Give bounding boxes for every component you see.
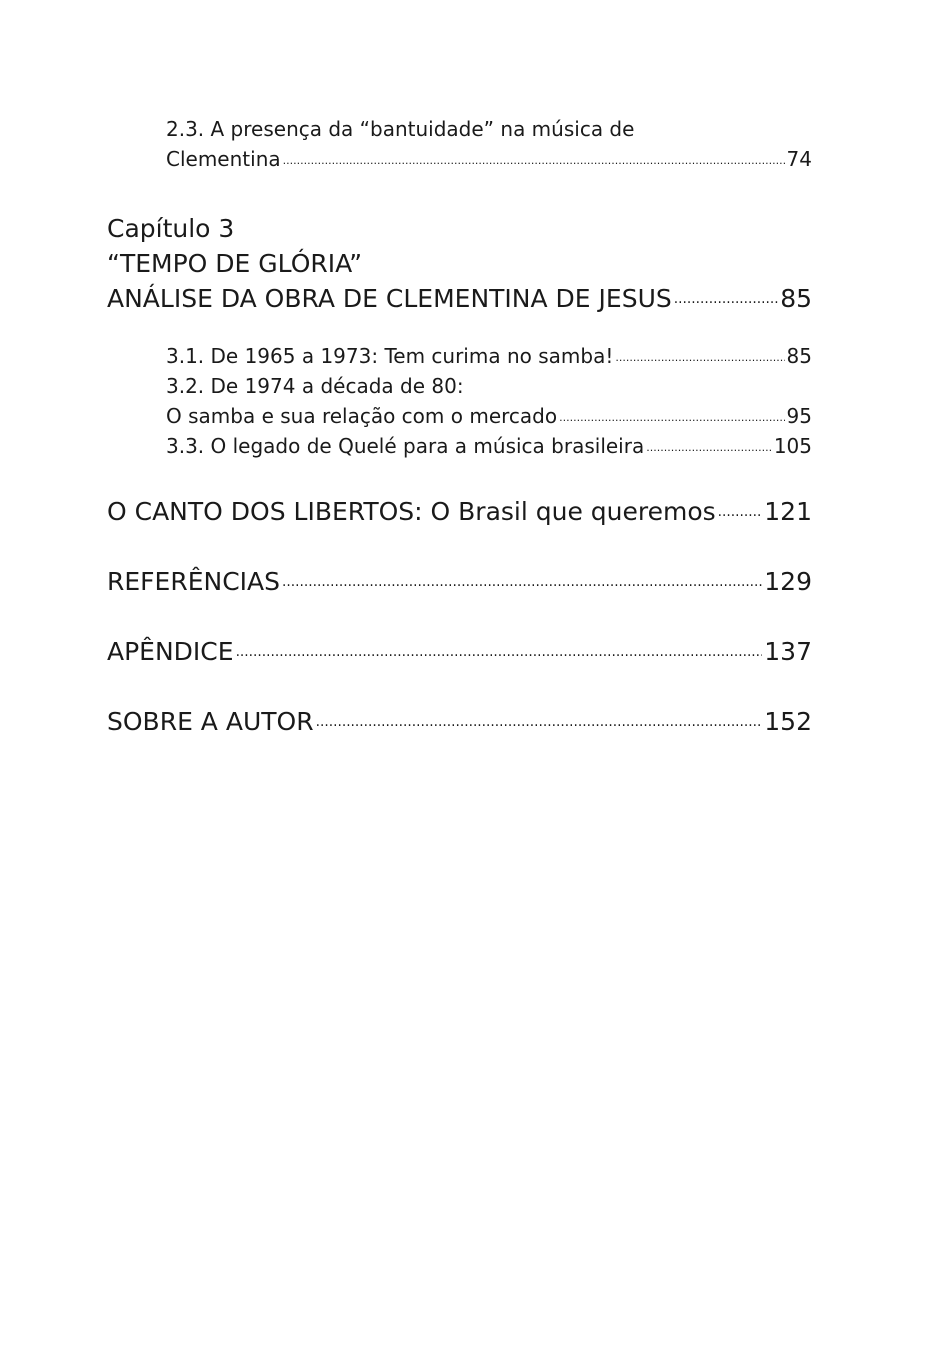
dot-leader xyxy=(718,495,763,520)
dot-leader xyxy=(559,403,784,423)
chapter-subtitle: “TEMPO DE GLÓRIA” xyxy=(107,249,363,278)
toc-entry-3-3-title: 3.3. O legado de Quelé para a música brasileira xyxy=(166,434,645,458)
page-number: 74 xyxy=(786,147,812,171)
chapter-label: Capítulo 3 xyxy=(107,214,235,243)
toc-entry-2-3-line2: Clementina xyxy=(166,147,281,171)
toc-entry-2-3-line1: 2.3. A presença da “bantuidade” na música de xyxy=(166,117,635,141)
dot-leader xyxy=(674,282,778,307)
page-number: 121 xyxy=(764,497,812,526)
page-number: 85 xyxy=(786,344,812,368)
toc-entry-apendice-title: APÊNDICE xyxy=(107,637,234,666)
dot-leader xyxy=(615,343,784,363)
dot-leader xyxy=(283,146,785,166)
toc-entry-sobre-title: SOBRE A AUTOR xyxy=(107,707,314,736)
toc-entry-2-3[interactable] xyxy=(107,114,812,174)
page-number: 152 xyxy=(764,707,812,736)
toc-entry-3-1-title: 3.1. De 1965 a 1973: Tem curima no samba! xyxy=(166,344,614,368)
page-number: 85 xyxy=(780,284,812,313)
toc-entry-3-3[interactable] xyxy=(107,431,812,461)
toc-entry-referencias-title: REFERÊNCIAS xyxy=(107,567,281,596)
chapter-title: ANÁLISE DA OBRA DE CLEMENTINA DE JESUS xyxy=(107,284,672,313)
dot-leader xyxy=(316,705,763,730)
toc-entry-referencias[interactable] xyxy=(107,564,812,599)
dot-leader xyxy=(236,635,763,660)
page-number: 95 xyxy=(786,404,812,428)
dot-leader xyxy=(646,433,772,453)
toc-entry-3-2-line2: O samba e sua relação com o mercado xyxy=(166,404,558,428)
page-number: 105 xyxy=(773,434,812,458)
toc-entry-canto[interactable] xyxy=(107,494,812,529)
table-of-contents xyxy=(107,114,812,739)
chapter-3-heading[interactable] xyxy=(107,211,812,316)
dot-leader xyxy=(282,565,762,590)
page-number: 137 xyxy=(764,637,812,666)
toc-entry-apendice[interactable] xyxy=(107,634,812,669)
toc-entry-3-2-line1: 3.2. De 1974 a década de 80: xyxy=(166,374,464,398)
toc-entry-canto-title: O CANTO DOS LIBERTOS: O Brasil que queremos xyxy=(107,497,716,526)
page-number: 129 xyxy=(764,567,812,596)
toc-entry-3-1[interactable] xyxy=(107,341,812,371)
toc-entry-3-2[interactable] xyxy=(107,371,812,431)
toc-entry-sobre[interactable] xyxy=(107,704,812,739)
